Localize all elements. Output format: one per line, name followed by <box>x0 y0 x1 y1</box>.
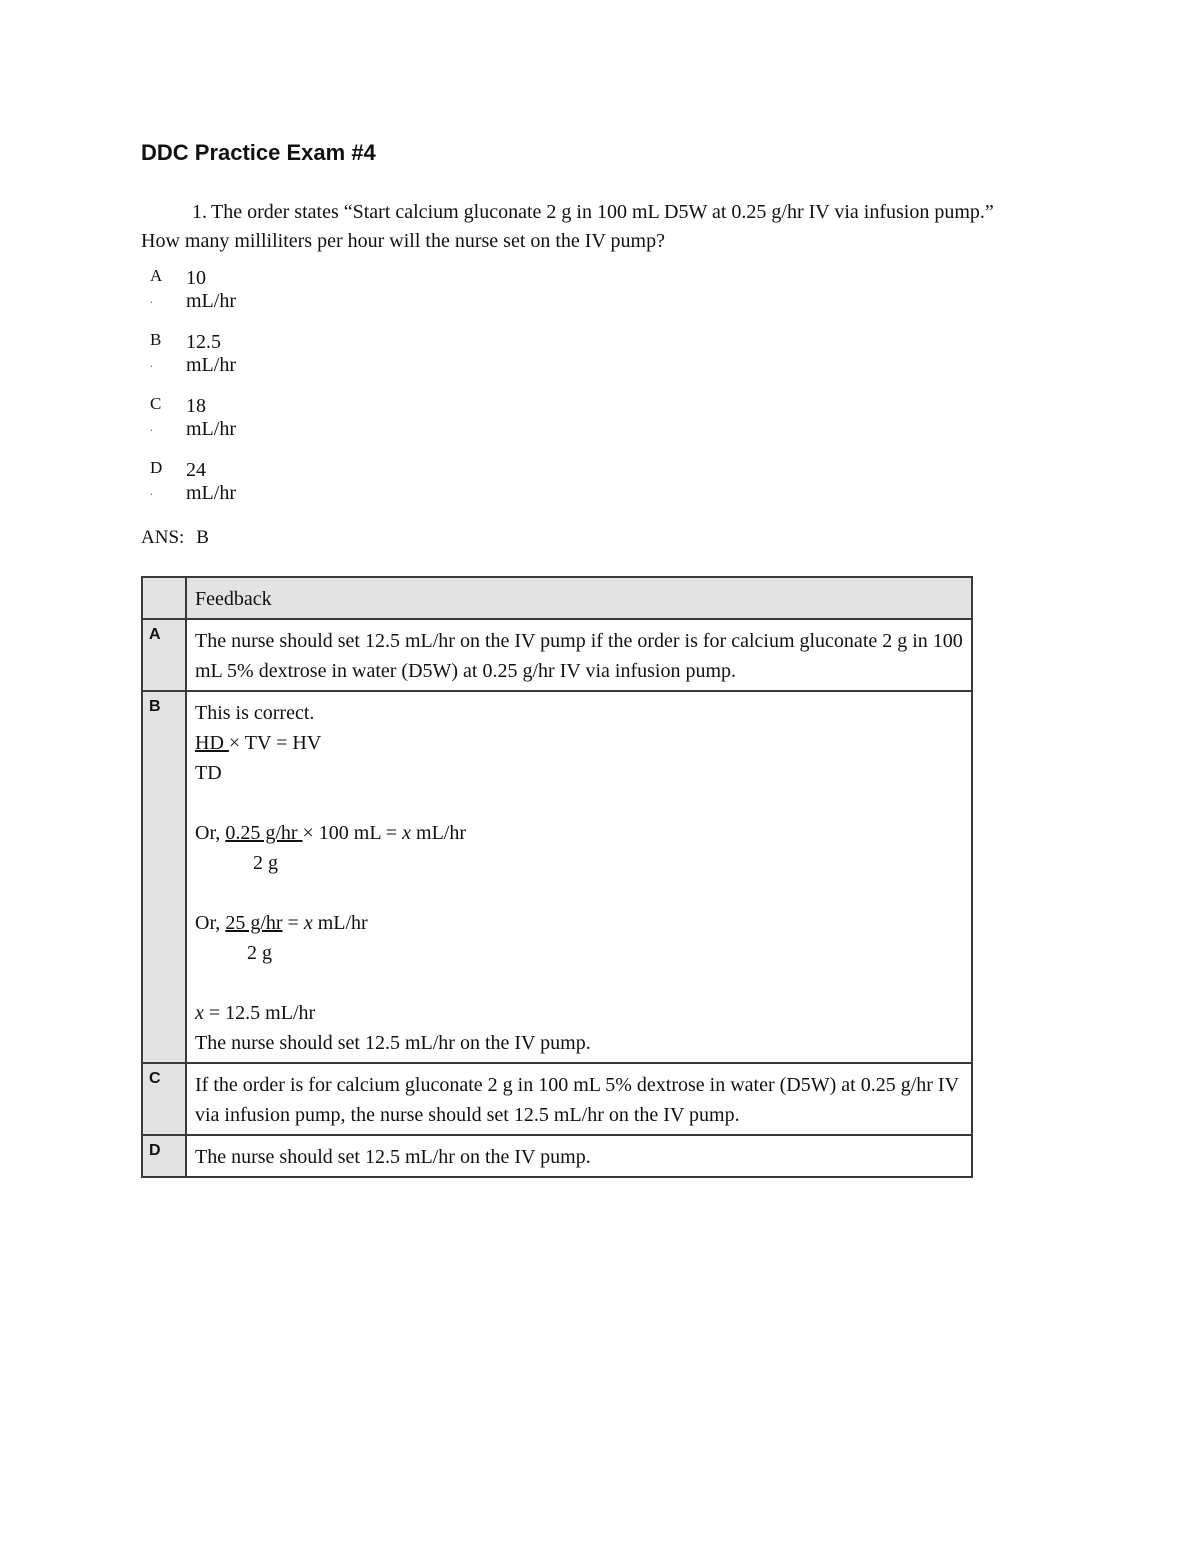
option-letter: D <box>150 458 163 477</box>
calc-result: x = 12.5 mL/hr <box>195 1002 316 1024</box>
option-letter: B <box>150 330 162 349</box>
answer-value: B <box>196 527 209 548</box>
feedback-row-b <box>142 691 972 1063</box>
answer-label: ANS: <box>141 527 185 548</box>
question <box>141 198 1011 256</box>
option-text: 18 mL/hr <box>186 395 236 440</box>
option-dot: . <box>150 484 153 498</box>
question-text: The order states “Start calcium gluconate 2 g in 100 mL D5W at 0.25 g/hr IV via infusion pump.” How many milliliters per hour will the nurse set on the IV pump? <box>141 201 994 252</box>
feedback-row-c <box>142 1063 972 1135</box>
feedback-table <box>141 576 973 1178</box>
formula <box>195 728 963 758</box>
option-text: 10 mL/hr <box>186 267 236 312</box>
feedback-row-d <box>142 1135 972 1177</box>
feedback-text: The nurse should set 12.5 mL/hr on the IV pump. <box>186 1135 972 1177</box>
header-key-cell <box>142 577 186 619</box>
option-dot: . <box>150 292 153 306</box>
option-letter: A <box>150 266 163 285</box>
step-1-numerator: 0.25 g/hr <box>225 822 303 844</box>
feedback-key: C <box>142 1063 186 1135</box>
spacer <box>195 968 963 998</box>
option-letter: C <box>150 394 162 413</box>
option-dot: . <box>150 420 153 434</box>
option-text: 24 mL/hr <box>186 459 236 504</box>
answer-line <box>141 527 209 549</box>
page-title: DDC Practice Exam #4 <box>141 140 376 165</box>
conclusion: The nurse should set 12.5 mL/hr on the IV pump. <box>195 1032 591 1054</box>
option-text: 12.5 mL/hr <box>186 331 236 376</box>
formula-rest: × TV = HV <box>228 732 322 754</box>
step-1-denominator: 2 g <box>253 852 278 874</box>
feedback-text: The nurse should set 12.5 mL/hr on the IV pump if the order is for calcium gluconate 2 g in 100 mL 5% dextrose in water (D5W) at 0.25 g/hr IV via infusion pump. <box>186 619 972 691</box>
correct-note: This is correct. <box>195 702 315 724</box>
step-2-denominator: 2 g <box>247 942 272 964</box>
feedback-header-row <box>142 577 972 619</box>
feedback-key: D <box>142 1135 186 1177</box>
feedback-key: A <box>142 619 186 691</box>
formula-denominator: TD <box>195 762 222 784</box>
calc-step-1: Or, 0.25 g/hr × 100 mL = x mL/hr <box>195 822 467 844</box>
feedback-key: B <box>142 691 186 1063</box>
formula-numerator: HD <box>195 732 229 754</box>
question-number: 1. <box>192 201 207 223</box>
feedback-header: Feedback <box>186 577 972 619</box>
spacer <box>195 878 963 908</box>
feedback-text: If the order is for calcium gluconate 2 g in 100 mL 5% dextrose in water (D5W) at 0.25 g/hr IV via infusion pump, the nurse should set 12.5 mL/hr on the IV pump. <box>186 1063 972 1135</box>
feedback-text <box>186 691 972 1063</box>
feedback-row-a <box>142 619 972 691</box>
step-2-numerator: 25 g/hr <box>225 912 283 934</box>
option-dot: . <box>150 356 153 370</box>
calc-step-2: Or, 25 g/hr = x mL/hr <box>195 912 368 934</box>
spacer <box>195 788 963 818</box>
